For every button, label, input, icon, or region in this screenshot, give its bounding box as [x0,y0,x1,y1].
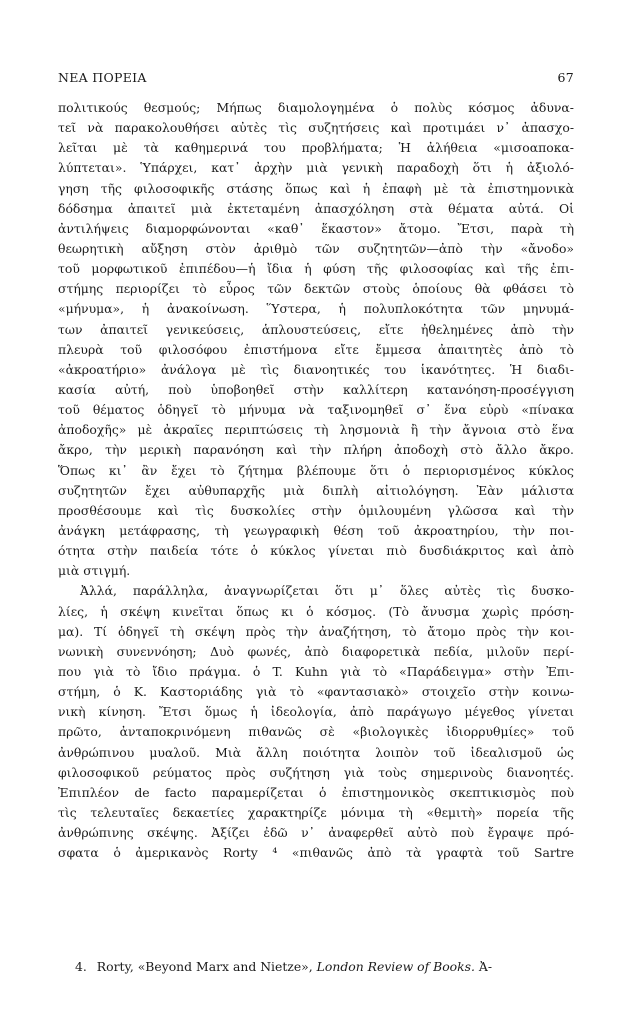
text-line: προσθέσουμε καὶ τὶς δυσκολίες στὴν ὁμιλουμένη γλῶσσα καὶ τὴν [58,502,574,518]
footnote-text-end: Ἀ- [478,959,493,974]
text-line: ἀνθρώπινης σκέψης. Ἀξίζει ἐδῶ ν᾽ ἀναφερθεῖ αὐτὸ ποὺ ἔγραψε πρό- [58,825,574,841]
text-line: πολιτικούς θεσμούς; Μήπως διαμολογημένα ὁ πολὺς κόσμος ἀδυνα- [58,100,574,115]
text-line: στήμης περιορίζει τὸ εὖρος τῶν δεκτῶν στοὺς ὁποίους θὰ φθάσει τὸ [58,281,574,297]
page-header [58,70,574,85]
text-line: ἀνάγκη μετάφρασης, τὴ γεωγραφικὴ θέση τοῦ ἀκροατηρίου, τὴν ποι- [58,522,574,538]
text-line: θεωρητικὴ αὔξηση στὸν ἀριθμὸ τῶν συζητητῶν—ἀπὸ τὴν «ἄνοδο» [58,240,574,256]
text-line: λύπτεται». Ὑπάρχει, κατ᾽ ἀρχὴν μιὰ γενικὴ παραδοχὴ ὅτι ἡ ἀξιολό- [58,160,574,176]
text-line: ἄκρο, τὴν μερικὴ παρανόηση καὶ τὴν πλήρη ἀποδοχὴ στὸ ἄλλο ἄκρο. [58,442,574,458]
text-line: Ὅπως κι᾽ ἂν ἔχει τὸ ζήτημα βλέπουμε ὅτι ὁ περιορισμένος κύκλος [58,462,574,478]
text-line: των ἀπαιτεῖ γενικεύσεις, ἁπλουστεύσεις, εἴτε ἠθελημένες ἀπὸ τὴν [58,321,574,337]
text-line: Ἐπιπλέον de facto παραμερίζεται ὁ ἐπιστημονικὸς σκεπτικισμὸς ποὺ [58,784,574,800]
page-number: 67 [557,70,574,85]
footnote-title: London Review of Books. [316,959,475,974]
running-title: ΝΕΑ ΠΟΡΕΙΑ [58,70,147,85]
text-line: μα). Τί ὁδηγεῖ τὴ σκέψη πρὸς τὴν ἀναζήτηση, τὸ ἄτομο πρὸς τὴν κοι- [58,623,574,639]
text-line: ἀνθρώπινου μυαλοῦ. Μιὰ ἄλλη ποιότητα λοιπὸν τοῦ ἰδεαλισμοῦ ὡς [58,744,574,760]
text-line: κασία αὐτή, ποὺ ὑποβοηθεῖ στὴν καλλίτερη κατανόηση-προσέγγιση [58,381,574,397]
text-line: ότητα στὴν παιδεία τότε ὁ κύκλος γίνεται πιὸ δυσδιάκριτος καὶ ἀπὸ [58,543,574,559]
text-line: πλευρὰ τοῦ φιλοσόφου ἐπιστήμονα εἴτε ἔμμεσα ἀπαιτητὲς ἀπὸ τὸ [58,341,574,357]
text-line: τοῦ μορφωτικοῦ ἐπιπέδου—ἡ ἴδια ἡ φύση τῆς φιλοσοφίας καὶ τῆς ἐπι- [58,261,574,277]
text-line: «ἀκροατήριο» ἀνάλογα μὲ τὶς διανοητικές του ἱκανότητες. Ἡ διαδι- [58,361,574,377]
text-line: τὶς τελευταῖες δεκαετίες χαρακτηρίζε μόνιμα τὴ «θεμιτὴ» πορεία τῆς [58,804,574,820]
text-line: γηση τῆς φιλοσοφικῆς στάσης ὅπως καὶ ἡ ἐπαφὴ μὲ τὰ ἐπιστημονικὰ [58,180,574,196]
footnote [75,957,575,977]
text-line: φιλοσοφικοῦ ρεύματος πρὸς συζήτηση γιὰ τοὺς σημερινοὺς διανοητές. [58,764,574,780]
text-line: «μήνυμα», ἡ ἀνακοίνωση. Ὕστερα, ἡ πολυπλοκότητα τῶν μηνυμά- [58,301,574,317]
text-line: πρῶτο, ἀνταποκρινόμενη πιθανῶς σὲ «βιολογικὲς ἰδιορρυθμίες» τοῦ [58,724,574,740]
text-line: τοῦ θέματος ὁδηγεῖ τὸ μήνυμα νὰ ταξινομηθεῖ σ᾽ ἕνα εὐρὺ «πίνακα [58,402,574,418]
text-line: ἀντιλήψεις διαμορφώνονται «καθ᾽ ἕκαστον» ἄτομο. Ἔτσι, παρὰ τὴ [58,220,574,236]
text-line: λεῖται μὲ τὰ καθημερινά του προβλήματα; Ἡ ἀλήθεια «μισοαποκα- [58,140,574,156]
footnote-text: Rorty, «Beyond Marx and Nietze», [96,959,313,974]
text-line: που γιὰ τὸ ἴδιο πράγμα. ὁ T. Kuhn γιὰ τὸ «Παράδειγμα» στὴν Ἐπι- [58,663,574,679]
text-line: ἀποδοχῆς» μὲ ἀκραῖες περιπτώσεις τὴ λησμονιὰ ἢ τὴν ἄγνοια στὸ ἕνα [58,422,574,438]
text-line: λίες, ἡ σκέψη κινεῖται ὅπως κι ὁ κόσμος. (Τὸ ἄνυσμα χωρὶς πρόση- [58,603,574,619]
text-line: νωνικὴ συνεννόηση; Δυὸ φωνές, ἀπὸ διαφορετικὰ πεδία, μιλοῦν περί- [58,643,574,659]
text-line: τεῖ νὰ παρακολουθήσει αὐτὲς τὶς συζητήσεις καὶ προτιμάει ν᾽ ἀπασχο- [58,120,574,136]
text-line: νικὴ κίνηση. Ἔτσι ὅμως ἡ ἰδεολογία, ἀπὸ παράγωγο μέγεθος γίνεται [58,704,574,720]
body-text [58,98,574,863]
text-line: σφατα ὁ ἀμερικανὸς Rorty ⁴ «πιθανῶς ἀπὸ τὰ γραφτὰ τοῦ Sartre [58,845,574,861]
text-line: μιὰ στιγμή. [58,563,131,579]
text-line: δόδσημα ἀπαιτεῖ μιὰ ἐκτεταμένη ἀπασχόληση στὰ θέματα αὐτά. Οἱ [58,200,574,216]
text-line: στήμη, ὁ Κ. Καστοριάδης γιὰ τὸ «φαντασιακὸ» στοιχεῖο στὴν κοινω- [58,684,574,700]
footnote-number: 4. [75,959,87,974]
text-line: Ἀλλά, παράλληλα, ἀναγνωρίζεται ὅτι μ᾽ ὅλες αὐτὲς τὶς δυσκο- [80,583,574,599]
text-line: συζητητῶν ἔχει αὐθυπαρχῆς μιὰ διπλὴ αἰτιολόγηση. Ἐὰν μάλιστα [58,482,574,498]
